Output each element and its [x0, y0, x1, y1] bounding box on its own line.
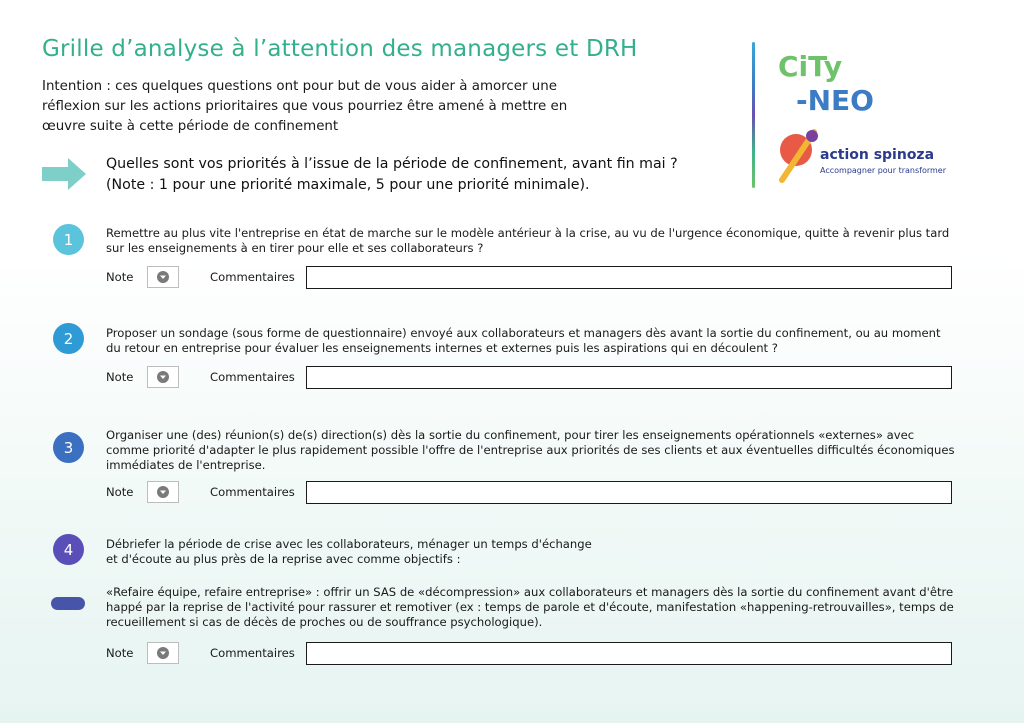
item-number-badge: 3: [53, 432, 84, 463]
item-number-badge: 4: [53, 534, 84, 565]
city-logo-text: CiTy: [778, 50, 843, 83]
arrow-right-icon: [42, 156, 86, 192]
comments-label: Commentaires: [210, 270, 295, 284]
comments-input[interactable]: [306, 266, 952, 289]
question-line-1: Quelles sont vos priorités à l’issue de la période de confinement, avant fin mai ?: [106, 156, 678, 172]
comments-label: Commentaires: [210, 485, 295, 499]
spinoza-tagline: Accompagner pour transformer: [820, 166, 947, 175]
item-number-badge: 2: [53, 323, 84, 354]
sub-item-marker: [51, 597, 85, 610]
item-description: Remettre au plus vite l'entreprise en état de marche sur le modèle antérieur à la crise, au vu de l'urgence économique, quitte à revenir plus tard sur les enseignements à en tirer pour elle et ses collaborateurs ?: [106, 226, 950, 255]
rating-row: [106, 266, 954, 290]
note-label: Note: [106, 270, 134, 284]
neo-logo-text: -NEO: [796, 84, 874, 117]
comments-input[interactable]: [306, 366, 952, 389]
chevron-down-icon: [157, 647, 169, 659]
comments-input[interactable]: [306, 642, 952, 665]
item-number-badge: 1: [53, 224, 84, 255]
logo-divider: [752, 42, 755, 188]
action-spinoza-mark: [778, 128, 820, 184]
spinoza-name: action spinoza: [820, 147, 935, 163]
rating-row: [106, 642, 954, 666]
comments-label: Commentaires: [210, 370, 295, 384]
note-select[interactable]: [147, 481, 179, 503]
note-label: Note: [106, 646, 134, 660]
priority-question: [106, 154, 678, 196]
chevron-down-icon: [157, 371, 169, 383]
rating-row: [106, 481, 954, 505]
page-title: Grille d’analyse à l’attention des managers et DRH: [42, 36, 638, 62]
item-description: Organiser une (des) réunion(s) de(s) direction(s) dès la sortie du confinement, pour tirer les enseignements opérationnels «externes» avec comme priorité d'adapter le plus rapidement possible l'offre de l'entreprise aux priorités de ses clients et aux éventuelles difficultés économiques immédiates de l'entreprise.: [106, 428, 955, 472]
note-select[interactable]: [147, 366, 179, 388]
rating-row: [106, 366, 954, 390]
note-label: Note: [106, 370, 134, 384]
chevron-down-icon: [157, 271, 169, 283]
comments-label: Commentaires: [210, 646, 295, 660]
note-label: Note: [106, 485, 134, 499]
question-line-2: (Note : 1 pour une priorité maximale, 5 pour une priorité minimale).: [106, 177, 590, 193]
intro-text: Intention : ces quelques questions ont pour but de vous aider à amorcer une réflexion sur les actions prioritaires que vous pourriez être amené à mettre en œuvre suite à cette période de confinement: [42, 79, 568, 134]
item-description: Proposer un sondage (sous forme de questionnaire) envoyé aux collaborateurs et managers dès avant la sortie du confinement, ou au moment du retour en entreprise pour évaluer les enseignements internes et externes puis les aspirations qui en découlent ?: [106, 326, 941, 355]
city-neo-logo: [778, 48, 903, 118]
comments-input[interactable]: [306, 481, 952, 504]
note-select[interactable]: [147, 642, 179, 664]
chevron-down-icon: [157, 486, 169, 498]
note-select[interactable]: [147, 266, 179, 288]
item-description: Débriefer la période de crise avec les collaborateurs, ménager un temps d'échange et d'écoute au plus près de la reprise avec comme objectifs :: [106, 537, 592, 566]
item-subdescription: «Refaire équipe, refaire entreprise» : offrir un SAS de «décompression» aux collaborateurs et managers dès la sortie du confinement avant d'être happé par la reprise de l'activité pour rassurer et remotiver (ex : temps de parole et d'écoute, manifestation «happening-retrouvailles», temps de recueillement si cas de décès de proches ou de souffrance psychologique).: [106, 585, 954, 629]
